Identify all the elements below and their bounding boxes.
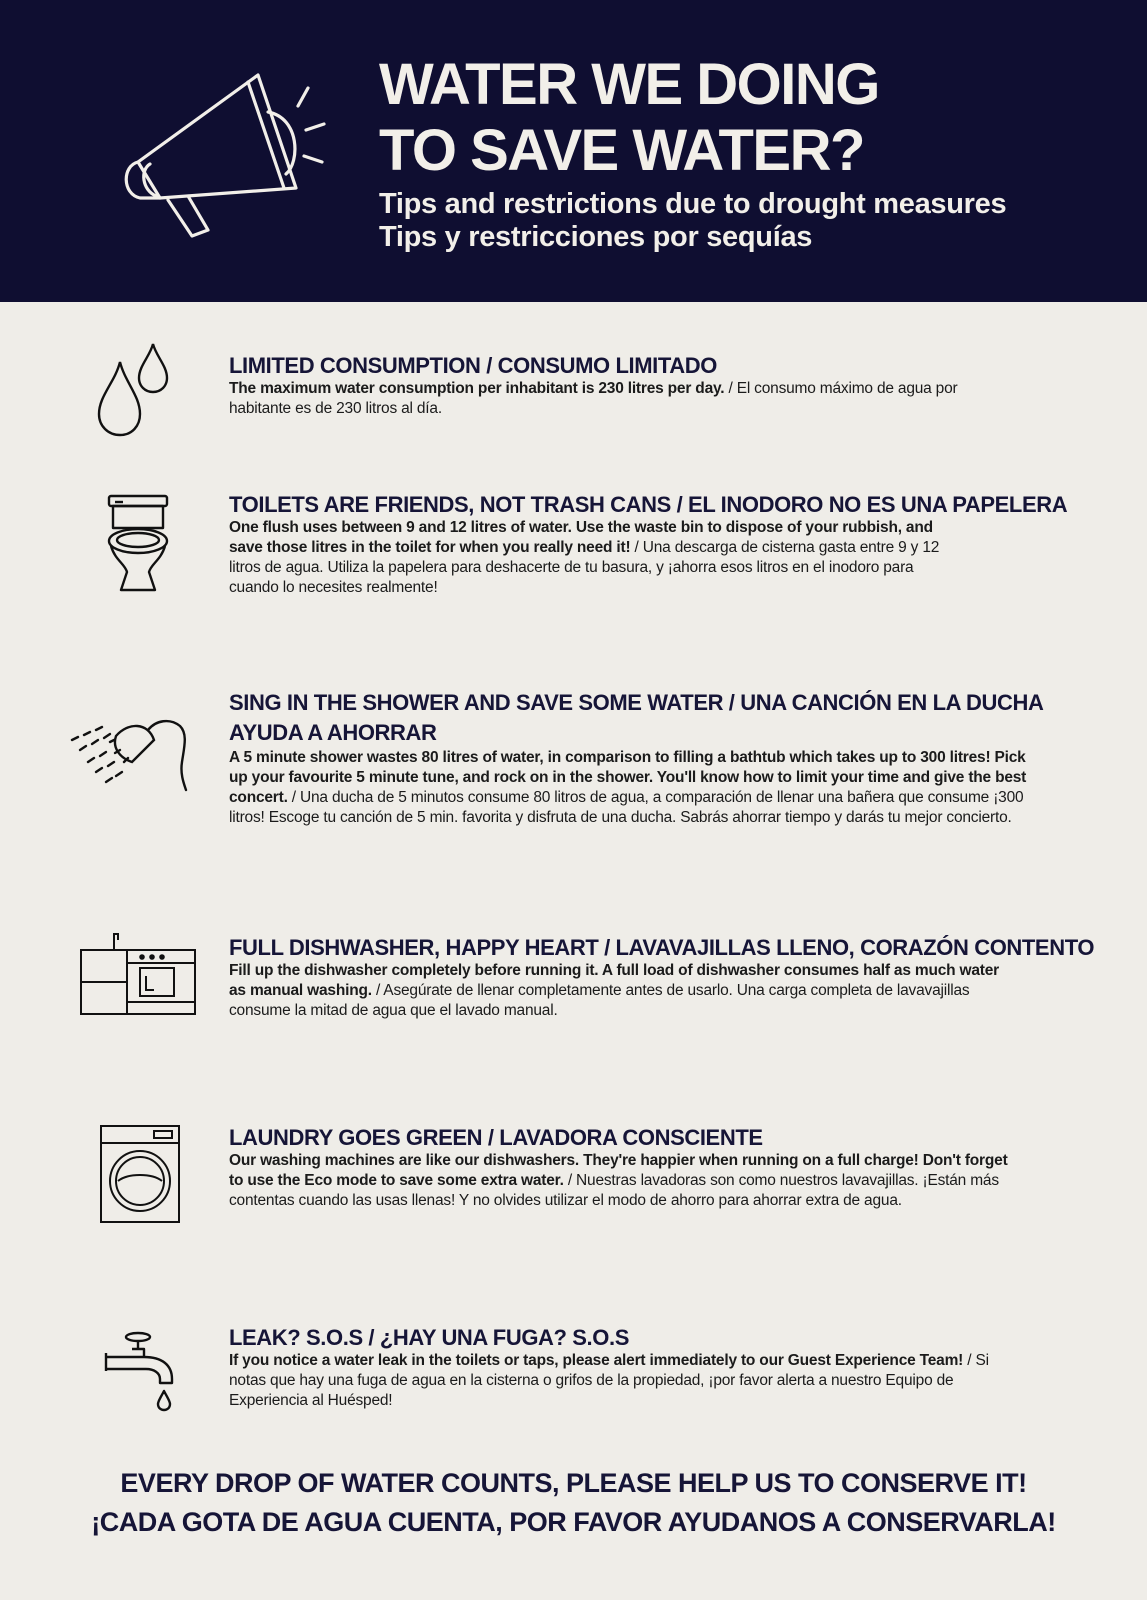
section-body [229,961,1019,1021]
section-body-english: If you notice a water leak in the toilets or taps, please alert immediately to our Guest Experience Team! [229,1352,964,1369]
section-body-english: One flush uses between 9 and 12 litres of water. Use the waste bin to dispose of your rubbish, and save those litres in the toilet for when you really need it! [229,519,933,556]
page-subtitle [379,188,1006,254]
section-body-spanish: / El consumo máximo de agua por habitante es de 230 litros al día. [229,380,958,417]
page-title [379,52,879,184]
section-title: LAUNDRY GOES GREEN / LAVADORA CONSCIENTE [229,1125,763,1150]
section-leak [0,1323,1147,1423]
section-title: TOILETS ARE FRIENDS, NOT TRASH CANS / EL INODORO NO ES UNA PAPELERA [229,492,1068,517]
section-toilets [0,490,1147,600]
section-body [229,379,959,419]
footer-spanish: ¡CADA GOTA DE AGUA CUENTA, POR FAVOR AYUDANOS A CONSERVARLA! [91,1507,1056,1537]
section-body-english: Fill up the dishwasher completely before running it. A full load of dishwasher consumes half as much water as manual washing. [229,962,1000,999]
header-banner [0,0,1147,302]
section-title: LIMITED CONSUMPTION / CONSUMO LIMITADO [229,353,717,378]
section-body-spanish: / Una descarga de cisterna gasta entre 9 y 12 litros de agua. Utiliza la papelera para deshacerte de tu basura, y ¡ahorra esos litros en el inodoro para cuando lo necesites realmente! [229,539,940,596]
section-title: SING IN THE SHOWER AND SAVE SOME WATER / UNA CANCIÓN EN LA DUCHA AYUDA A AHORRAR [229,690,1043,745]
section-body [229,1351,1029,1411]
washing-machine-icon [100,1125,182,1225]
section-body-english: A 5 minute shower wastes 80 litres of water, in comparison to filling a bathtub which takes up to 300 litres! Pick up your favourite 5 minute tune, and rock on in the shower. You'll know how to limit your time and give the best concert. [229,749,1027,806]
section-body [229,1151,1009,1211]
section-body-spanish: / Si notas que hay una fuga de agua en la cisterna o grifos de la propiedad, ¡por favor alerta a nuestro Equipo de Experiencia al Huésped! [229,1352,989,1409]
section-body-spanish: / Asegúrate de llenar completamente antes de usarlo. Una carga completa de lavavajillas consume la mitad de agua que el lavado manual. [229,982,970,1019]
water-drops-icon [95,340,175,440]
footer-english: EVERY DROP OF WATER COUNTS, PLEASE HELP US TO CONSERVE IT! [120,1468,1027,1498]
section-body [229,748,1029,828]
footer-message [0,1464,1147,1542]
section-title: LEAK? S.O.S / ¿HAY UNA FUGA? S.O.S [229,1325,629,1350]
megaphone-icon [118,70,338,245]
tap-leak-icon [104,1331,180,1411]
shower-icon [70,718,195,793]
section-shower [0,688,1147,848]
title-line-1: WATER WE DOING [379,52,879,117]
section-body [229,518,964,598]
section-dishwasher [0,930,1147,1030]
title-line-2: TO SAVE WATER? [379,118,864,183]
subtitle-spanish: Tips y restricciones por sequías [379,221,813,253]
section-body-spanish: / Una ducha de 5 minutos consume 80 litros de agua, a comparación de llenar una bañera que consume ¡300 litros! Escoge tu canción de 5 min. favorita y disfruta de una ducha. Sabrás ahorrar tiempo y darás tu mejor concierto. [229,789,1024,826]
section-body-spanish: / Nuestras lavadoras son como nuestros lavavajillas. ¡Están más contentas cuando las usas llenas! Y no olvides utilizar el modo de ahorro para ahorrar extra de agua. [229,1172,999,1209]
toilet-icon [105,494,171,594]
subtitle-english: Tips and restrictions due to drought measures [379,188,1007,220]
section-limited-consumption [0,340,1147,450]
section-laundry [0,1123,1147,1233]
dishwasher-icon [80,930,196,1016]
section-body-english: The maximum water consumption per inhabitant is 230 litres per day. [229,380,725,397]
section-title: FULL DISHWASHER, HAPPY HEART / LAVAVAJILLAS LLENO, CORAZÓN CONTENTO [229,935,1095,960]
section-body-english: Our washing machines are like our dishwashers. They're happier when running on a full charge! Don't forget to use the Eco mode to save some extra water. [229,1152,1008,1189]
